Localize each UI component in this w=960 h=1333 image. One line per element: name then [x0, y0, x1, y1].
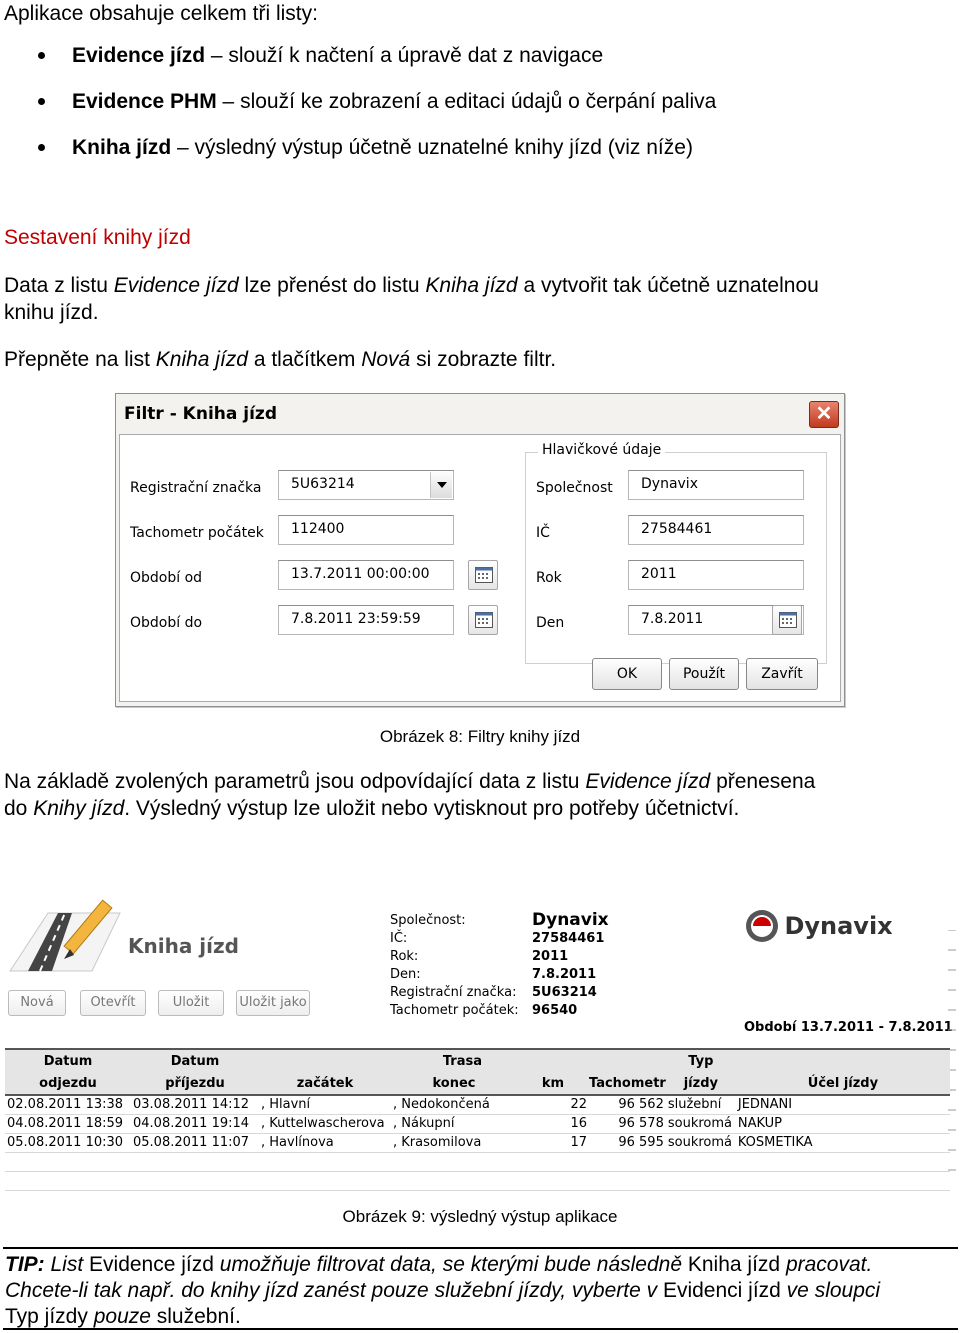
odometer-input[interactable]: 112400 — [278, 515, 454, 545]
tip-text: Kniha jízd — [687, 1253, 781, 1276]
tip-text: Evidenci jízd — [662, 1279, 781, 1302]
figure-caption-8: Obrázek 8: Filtry knihy jízd — [379, 727, 581, 746]
section-heading: Sestavení knihy jízd — [4, 226, 191, 249]
calendar-icon[interactable] — [468, 605, 498, 635]
bullet-icon — [38, 144, 45, 151]
period-to-input[interactable]: 7.8.2011 23:59:59 — [278, 605, 454, 635]
tip-text: služební. — [156, 1305, 241, 1328]
sheet-description: – slouží k načtení a úpravě dat z navigace — [205, 44, 604, 67]
info-labels: Společnost: IČ: Rok: Den: Registrační značka: Tachometr počátek: — [390, 913, 519, 1018]
registration-label: Registrační značka — [130, 480, 262, 496]
tip-text: Typ jízdy — [5, 1305, 88, 1328]
tip-text: pracovat. — [780, 1253, 873, 1276]
column-header: Účel jízdy — [736, 1072, 950, 1095]
bullet-icon — [38, 52, 45, 59]
tip-text: Chcete-li tak např. do knihy jízd zanést pouze služební jízdy, vyberte v — [5, 1279, 663, 1302]
year-label: Rok — [536, 570, 562, 586]
info-values: Dynavix 27584461 2011 7.8.2011 5U63214 96540 — [532, 910, 609, 1018]
tip-text: ve sloupci — [780, 1279, 881, 1302]
sheet-name: Kniha jízd — [72, 136, 172, 159]
column-header: začátek — [259, 1072, 391, 1095]
column-header: odjezdu — [5, 1072, 131, 1095]
calendar-icon[interactable] — [772, 605, 802, 635]
tip-text: TIP: — [5, 1253, 45, 1276]
tip-line — [5, 1251, 872, 1278]
calendar-icon[interactable] — [468, 560, 498, 590]
period-to-label: Období do — [130, 615, 203, 631]
group-title: Hlavičkové údaje — [538, 442, 665, 458]
ico-label: IČ — [536, 525, 550, 541]
company-label: Společnost — [536, 480, 613, 496]
column-header: km — [517, 1072, 589, 1095]
column-header: příjezdu — [131, 1072, 259, 1095]
close-dialog-button[interactable]: Zavřít — [746, 658, 818, 690]
year-input[interactable]: 2011 — [628, 560, 804, 590]
tip-text: pouze — [87, 1305, 157, 1328]
tip-line — [5, 1303, 241, 1330]
table-row: 02.08.2011 13:38 03.08.2011 14:12 , Hlavní , Nedokončená 22 96 562 služební JEDNANI — [5, 1095, 950, 1114]
tip-box — [3, 1247, 958, 1330]
column-header: jízdy — [666, 1072, 736, 1095]
new-button[interactable]: Nová — [8, 990, 66, 1016]
paragraph-instructions: Přepněte na list Kniha jízd a tlačítkem Nová si zobrazte filtr. — [4, 348, 557, 371]
period-range: Období 13.7.2011 - 7.8.2011 — [744, 1020, 953, 1035]
tip-text: Evidence jízd — [89, 1253, 214, 1276]
tip-text: List — [44, 1253, 90, 1276]
sheet-description: – slouží ke zobrazení a editaci údajů o čerpání paliva — [216, 90, 717, 113]
filter-dialog — [115, 393, 845, 707]
column-header: Tachometr — [589, 1072, 666, 1095]
column-header: Trasa — [259, 1049, 666, 1072]
company-input[interactable]: Dynavix — [628, 470, 804, 500]
dynavix-logo: Dynavix — [744, 908, 893, 944]
save-as-button[interactable]: Uložit jako — [236, 990, 310, 1016]
apply-button[interactable]: Použít — [669, 658, 739, 690]
period-from-input[interactable]: 13.7.2011 00:00:00 — [278, 560, 454, 590]
bullet-icon — [38, 98, 45, 105]
figure-caption-9: Obrázek 9: výsledný výstup aplikace — [342, 1207, 618, 1226]
table-row: 04.08.2011 18:59 04.08.2011 19:14 , Kuttelwascherova , Nákupní 16 96 578 soukromá NAKUP — [5, 1114, 950, 1133]
ok-button[interactable]: OK — [592, 658, 662, 690]
day-label: Den — [536, 615, 565, 631]
logbook-table — [5, 1048, 950, 1191]
tip-line — [5, 1277, 880, 1304]
header-info-group — [525, 442, 827, 664]
column-header: Datum — [5, 1049, 131, 1072]
chevron-down-icon[interactable] — [430, 472, 452, 498]
intro-text: Aplikace obsahuje celkem tři listy: — [4, 2, 318, 25]
save-button[interactable]: Uložit — [158, 990, 224, 1016]
day-input[interactable]: 7.8.2011 — [628, 605, 804, 635]
sheet-name: Evidence PHM — [72, 90, 217, 113]
dialog-title: Filtr - Kniha jízd — [124, 404, 277, 424]
paragraph-transfer: Data z listu Evidence jízd lze přenést do listu Kniha jízd a vytvořit tak účetně uznatelnou knihu jízd. — [4, 274, 819, 324]
output-title: Kniha jízd — [128, 934, 239, 958]
period-from-label: Období od — [130, 570, 203, 586]
close-button[interactable]: ✕ — [809, 401, 839, 428]
logbook-icon — [8, 893, 126, 975]
column-header: konec — [391, 1072, 517, 1095]
tip-text: umožňuje filtrovat data, se kterými bude následně — [213, 1253, 688, 1276]
odometer-label: Tachometr počátek — [130, 525, 264, 541]
column-header: Datum — [131, 1049, 259, 1072]
column-header: Typ — [666, 1049, 736, 1072]
registration-select[interactable]: 5U63214 — [278, 470, 454, 500]
open-button[interactable]: Otevřít — [80, 990, 146, 1016]
ico-input[interactable]: 27584461 — [628, 515, 804, 545]
sheet-name: Evidence jízd — [72, 44, 206, 67]
sheet-description: – výsledný výstup účetně uznatelné knihy jízd (viz níže) — [171, 136, 693, 159]
table-row: 05.08.2011 10:30 05.08.2011 11:07 , Havlínova , Krasomilova 17 96 595 soukromá KOSMETIKA — [5, 1133, 950, 1152]
paragraph-result: Na základě zvolených parametrů jsou odpovídající data z listu Evidence jízd přenesena do Knihy jízd. Výsledný výstup lze uložit nebo vytisknout pro potřeby účetnictví. — [4, 770, 816, 820]
